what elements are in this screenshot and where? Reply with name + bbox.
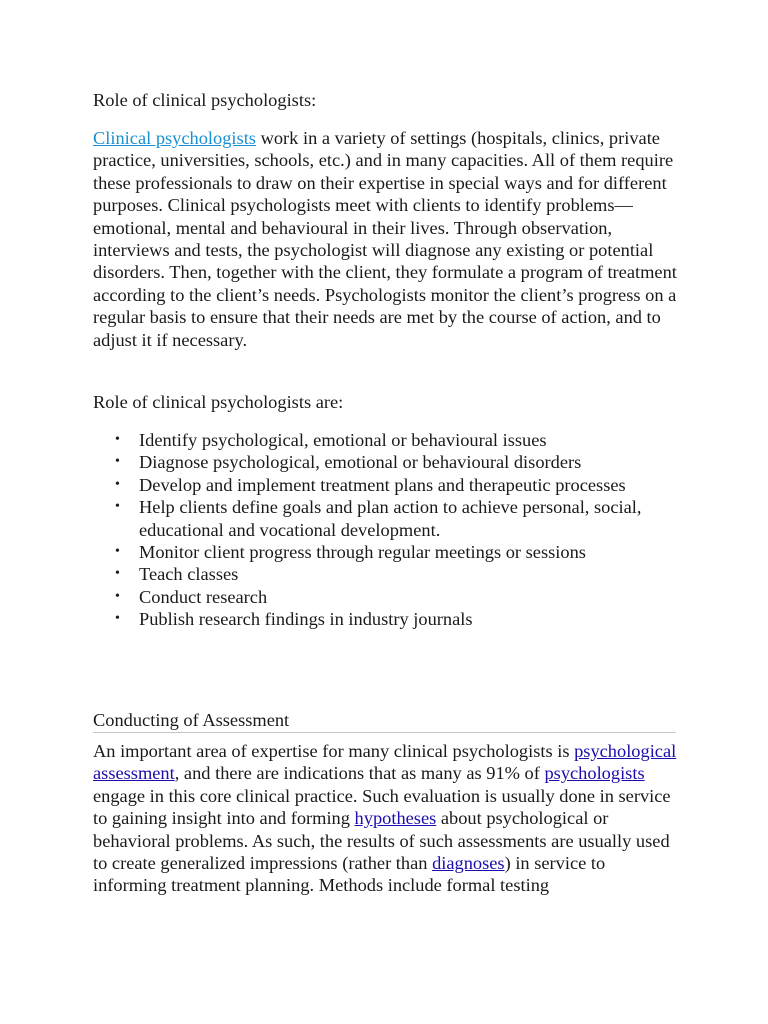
list-item-text: Identify psychological, emotional or behavioural issues bbox=[139, 430, 547, 450]
clinical-psychologists-link[interactable]: Clinical psychologists bbox=[93, 128, 256, 148]
bullet-icon: • bbox=[115, 611, 120, 627]
list-item bbox=[93, 429, 679, 451]
roles-list bbox=[93, 429, 679, 631]
list-item bbox=[93, 451, 679, 473]
list-item-text: Teach classes bbox=[139, 564, 239, 585]
intro-paragraph-text: work in a variety of settings (hospitals, clinics, private practice, universities, schools, etc.) and in many capacities. All of them require these professionals to draw on their expertise in special ways and for different purposes. Clinical psychologists meet with clients to identify problems—emotional, mental and behavioural in their lives. Through observation, interviews and tests, the psychologist will diagnose any existing or potential disorders. Then, together with the client, they formulate a program of treatment according to the client’s needs. Psychologists monitor the client’s progress on a regular basis to ensure that their needs are met by the course of action, and to adjust it if necessary. bbox=[93, 128, 677, 350]
list-item-text: Publish research findings in industry journals bbox=[139, 609, 473, 630]
bullet-icon: • bbox=[115, 566, 120, 582]
psychologists-link[interactable]: psychologists bbox=[544, 763, 645, 784]
section-title: Conducting of Assessment bbox=[93, 709, 676, 733]
list-item bbox=[93, 474, 679, 496]
bullet-icon: • bbox=[115, 499, 120, 515]
bullet-icon: • bbox=[115, 454, 120, 470]
list-item bbox=[93, 563, 679, 585]
list-item-text: Monitor client progress through regular meetings or sessions bbox=[139, 542, 586, 563]
assessment-paragraph: An important area of expertise for many clinical psychologists is psychological assessment, and there are indications that as many as 91% of psychologists engage in this core clinical practice. Such evaluation is usually done in service to gaining insight into and forming hypotheses about psychological or behavioral problems. As such, the results of such assessments are usually used to create generalized impressions (rather than diagnoses) in service to informing treatment planning. Methods include formal testing bbox=[93, 741, 677, 896]
bullet-icon: • bbox=[115, 476, 120, 492]
page-heading: Role of clinical psychologists: bbox=[93, 90, 317, 110]
list-item-text: Develop and implement treatment plans and therapeutic processes bbox=[139, 474, 626, 495]
bullet-icon: • bbox=[115, 544, 120, 560]
list-item-text: Diagnose psychological, emotional or behavioural disorders bbox=[139, 452, 582, 473]
list-item-text: Conduct research bbox=[139, 586, 268, 607]
list-item bbox=[93, 586, 679, 608]
list-item bbox=[93, 541, 679, 563]
bullet-icon: • bbox=[115, 588, 120, 604]
diagnoses-link[interactable]: diagnoses bbox=[432, 853, 505, 874]
roles-heading: Role of clinical psychologists are: bbox=[93, 392, 344, 412]
list-item bbox=[93, 496, 679, 541]
psychological-assessment-link[interactable]: psychological assessment bbox=[93, 741, 677, 784]
intro-paragraph bbox=[93, 127, 679, 351]
list-item bbox=[93, 608, 679, 630]
bullet-icon: • bbox=[115, 432, 120, 447]
list-item-text: Help clients define goals and plan action to achieve personal, social, educational and vocational development. bbox=[139, 497, 642, 540]
hypotheses-link[interactable]: hypotheses bbox=[354, 808, 437, 829]
